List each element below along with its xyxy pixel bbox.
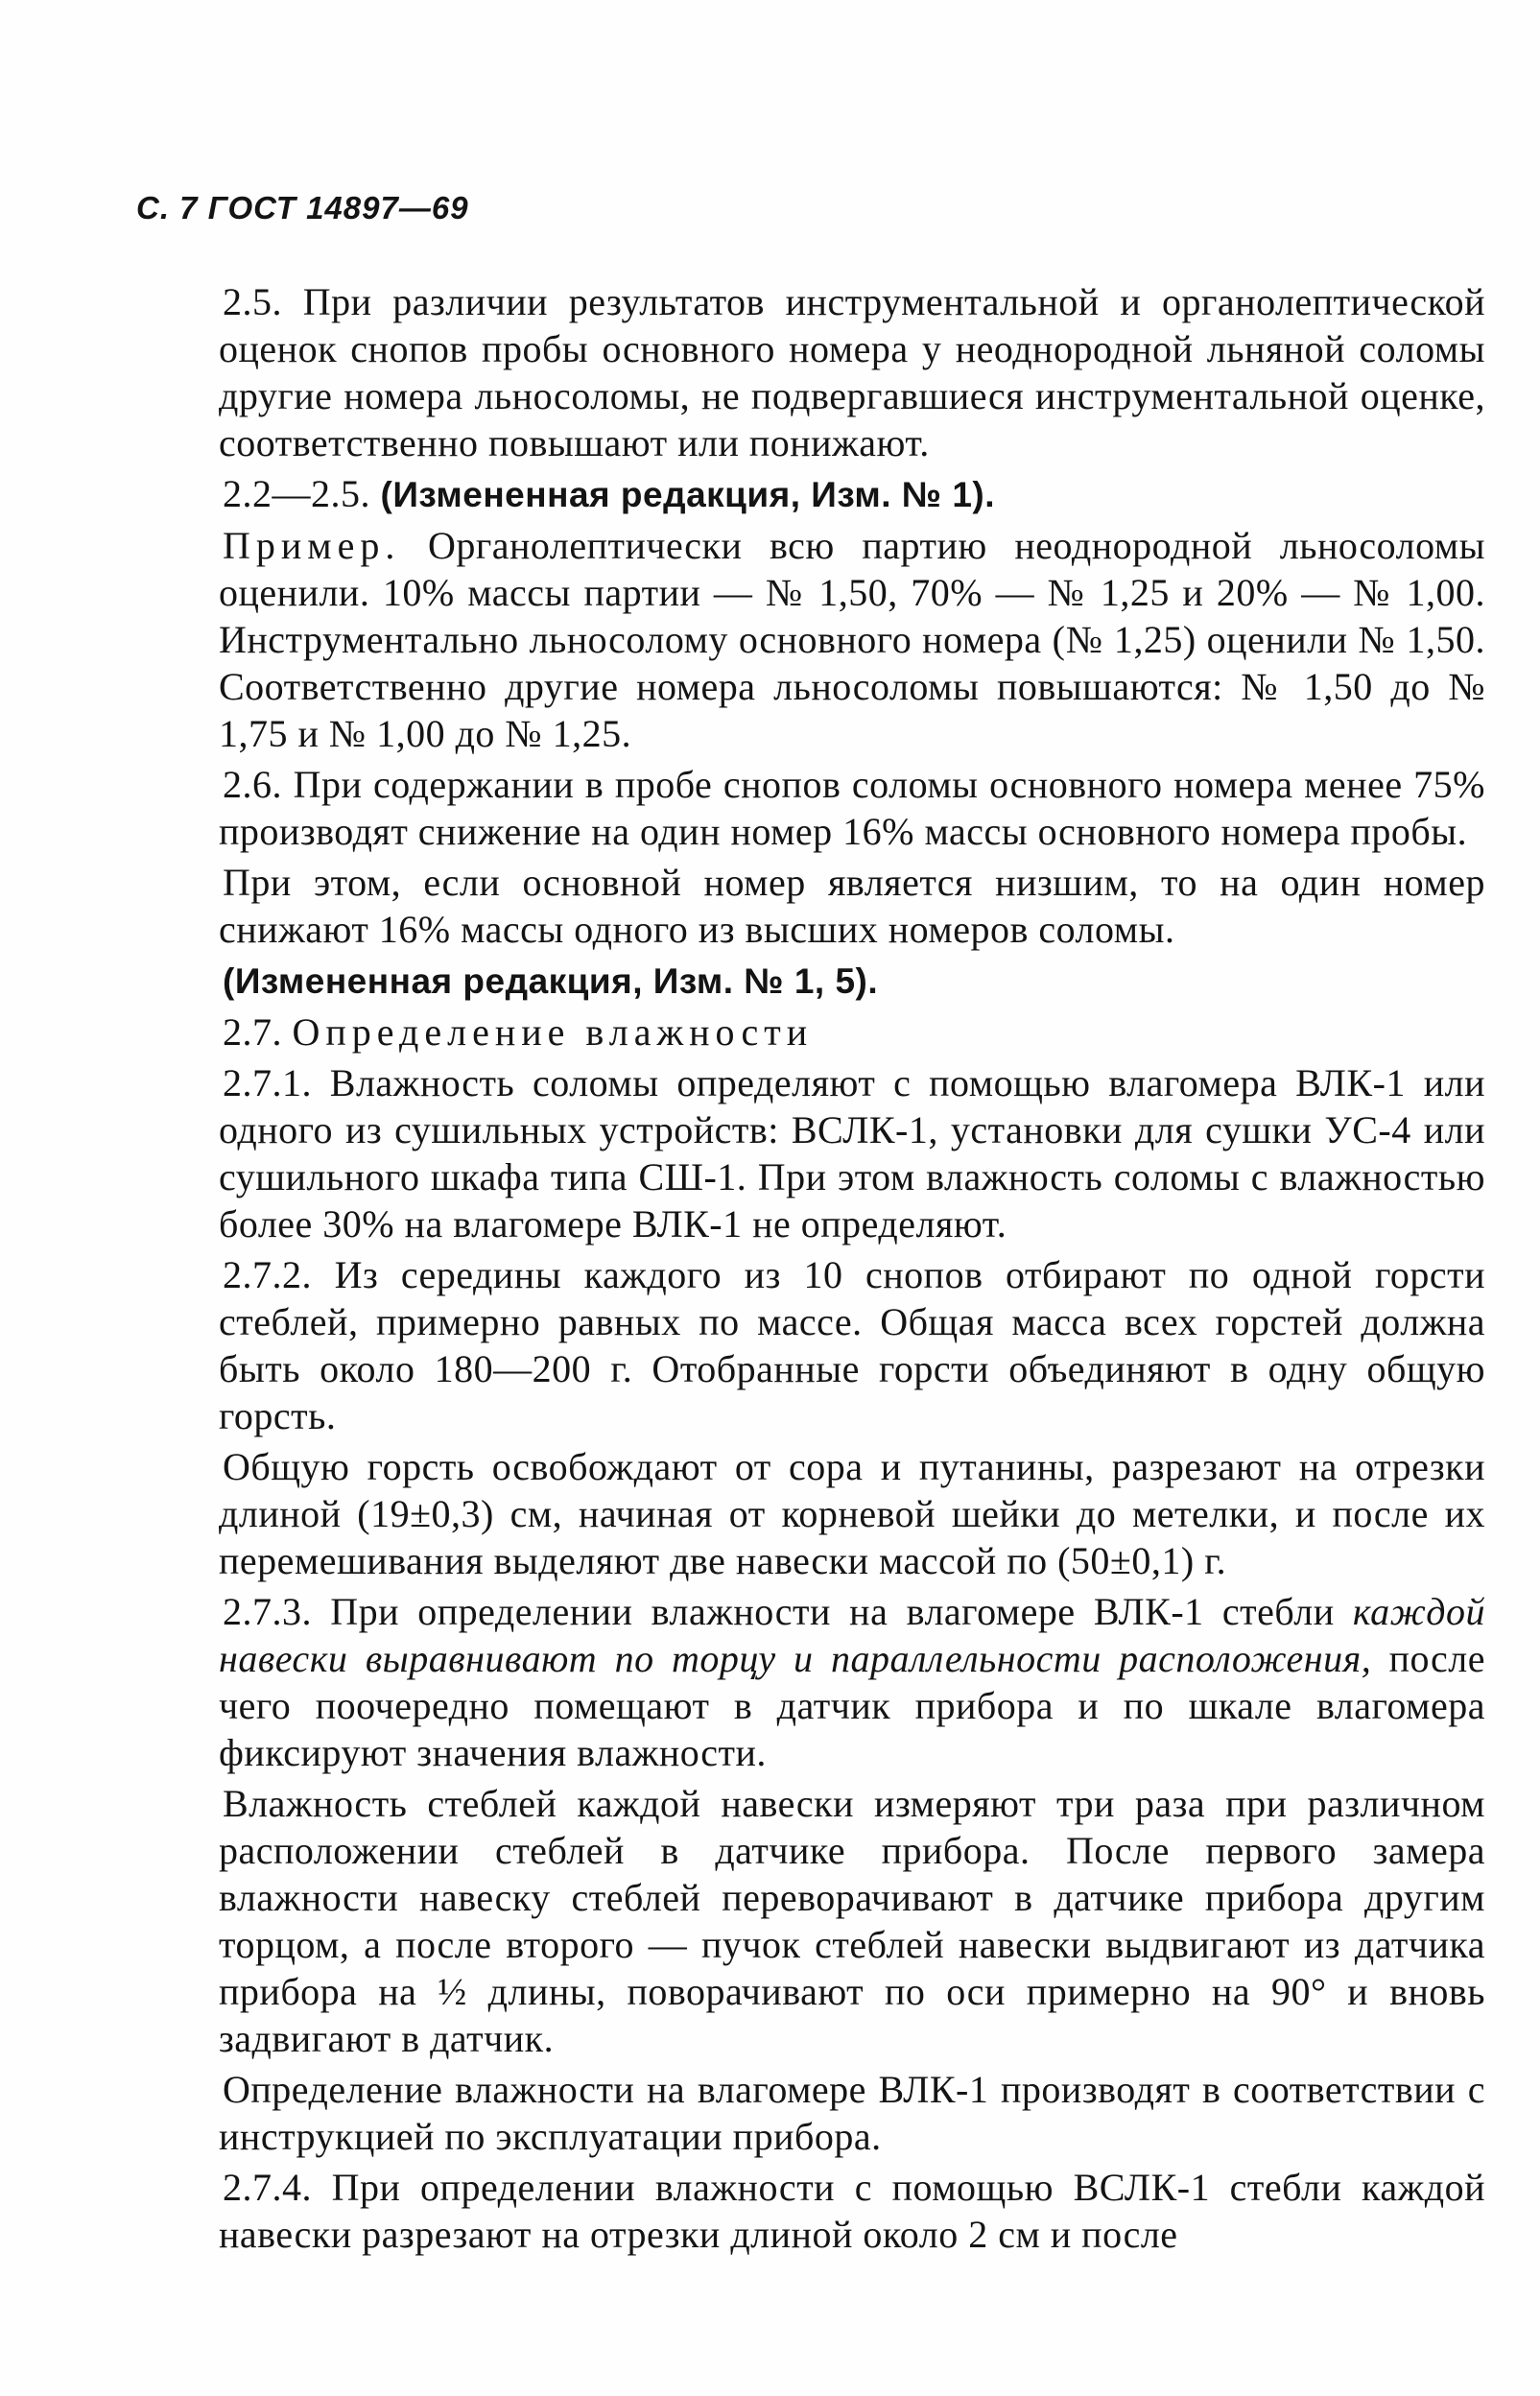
paragraph-2-7-3-start: 2.7.3. При определении влажности на влагомере ВЛК-1 стебли [223,1590,1335,1633]
clause-range: 2.2—2.5. [223,472,370,515]
paragraph-2-7-1: 2.7.1. Влажность соломы определяют с помощью влагомера ВЛК-1 или одного из сушильных устройств: ВСЛК-1, установки для сушки УС-4 или сушильного шкафа типа СШ-1. При этом влажность соломы с влажностью более 30% на влагомере ВЛК-1 не определяют. [219,1061,1485,1245]
document-body [219,278,1485,2262]
paragraph-2-6: 2.6. При содержании в пробе снопов соломы основного номера менее 75% производят снижение на один номер 16% массы основного номера пробы. [219,763,1485,853]
paragraph-2-7-3-italic: каждой навески выравнивают по торцу и параллельности расположения, [219,1590,1486,1680]
example-label: Пример. [223,524,401,567]
paragraph-2-6-note: При этом, если основной номер является низшим, то на один номер снижают 16% массы одного из высших номеров соломы. [219,861,1485,951]
section-heading-2-7 [219,1008,1485,1056]
paragraph-example [219,522,1485,757]
amendment-note: (Измененная редакция, Изм. № 1, 5). [223,961,879,1001]
paragraph-2-7-3-end: после чего поочередно помещают в датчик прибора и по шкале влагомера фиксируют значения влажности. [219,1637,1485,1774]
section-title: Определение влажности [292,1010,814,1054]
paragraph-2-5: 2.5. При различии результатов инструментальной и органолептической оценок снопов пробы основного номера у неоднородной льняной соломы другие номера льносоломы, не подвергавшиеся инструментальной оценке, соответственно повышают или понижают. [219,280,1485,464]
page-header: С. 7 ГОСТ 14897—69 [136,190,469,225]
paragraph-amendment-2-6 [219,957,1485,1005]
paragraph-2-7-2: 2.7.2. Из середины каждого из 10 снопов отбирают по одной горсти стеблей, примерно равных по массе. Общая масса всех горстей должна быть около 180—200 г. Отобранные горсти объединяют в одну общую горсть. [219,1253,1485,1437]
paragraph-2-7-3-instruction: Определение влажности на влагомере ВЛК-1 производят в соответствии с инструкцией по эксплуатации прибора. [219,2068,1485,2158]
paragraph-2-7-3-cont: Влажность стеблей каждой навески измеряют три раза при различном расположении стеблей в датчике прибора. После первого замера влажности навеску стеблей переворачивают в датчике прибора другим торцом, а после второго — пучок стеблей навески выдвигают из датчика прибора на ½ длины, поворачивают по оси примерно на 90° и вновь задвигают в датчик. [219,1782,1485,2060]
section-number: 2.7. [223,1010,282,1054]
paragraph-2-7-3 [219,1588,1485,1776]
amendment-note: (Измененная редакция, Изм. № 1). [380,475,996,514]
example-text: Органолептически всю партию неоднородной льносоломы оценили. 10% массы партии — № 1,50, 70% — № 1,25 и 20% — № 1,00. Инструментально льносолому основного номера (№ 1,25) оценили № 1,50. Соответственно другие номера льносоломы повышаются: № 1,50 до № 1,75 и № 1,00 до № 1,25. [219,524,1485,755]
paragraph-2-7-4: 2.7.4. При определении влажности с помощью ВСЛК-1 стебли каждой навески разрезают на отрезки длиной около 2 см и после [219,2166,1485,2256]
paragraph-2-7-2-cont: Общую горсть освобождают от сора и путанины, разрезают на отрезки длиной (19±0,3) см, начиная от корневой шейки до метелки, и после их перемешивания выделяют две навески массой по (50±0,1) г. [219,1445,1485,1582]
paragraph-amendment-2-2-2-5 [219,470,1485,518]
